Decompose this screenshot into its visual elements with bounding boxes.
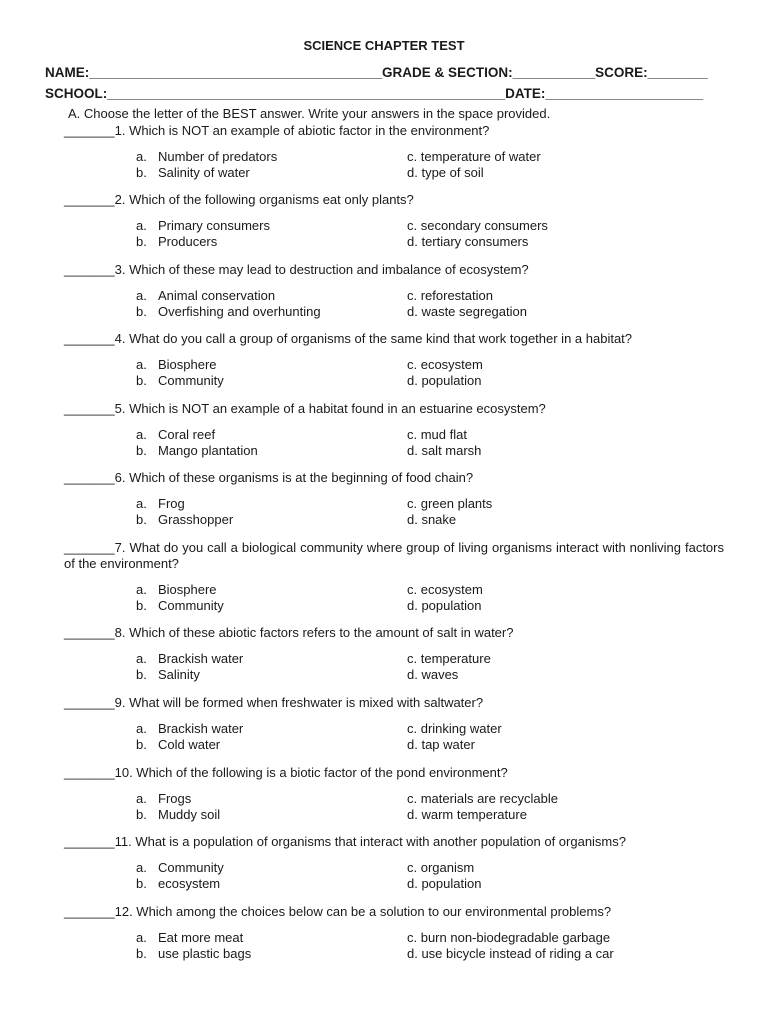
question-10 — [64, 765, 724, 823]
option-b: b. Grasshopper — [136, 512, 234, 527]
option-b: b. Muddy soil — [136, 807, 221, 822]
question-3 — [64, 262, 724, 320]
question-text: _______7. What do you call a biological community where group of living organisms interact with nonliving factors of the environment? — [64, 540, 724, 571]
test-title: SCIENCE CHAPTER TEST — [303, 38, 465, 53]
option-b: b. Overfishing and overhunting — [136, 304, 321, 319]
question-7 — [64, 540, 724, 614]
option-a: a. Community — [136, 860, 224, 875]
option-b: b. Community — [136, 373, 224, 388]
option-a: a. Brackish water — [136, 721, 244, 736]
option-c: c. burn non-biodegradable garbage — [407, 930, 611, 945]
option-c: c. green plants — [407, 496, 493, 511]
option-b: b. Salinity — [136, 667, 200, 682]
option-d: d. population — [407, 876, 482, 891]
question-2 — [64, 192, 724, 250]
options — [64, 218, 724, 250]
option-a: a. Number of predators — [136, 149, 278, 164]
option-c: c. temperature — [407, 651, 491, 666]
option-c: c. organism — [407, 860, 475, 875]
option-b: b. Producers — [136, 234, 218, 249]
question-4 — [64, 331, 724, 389]
options — [64, 582, 724, 614]
option-d: d. waves — [407, 667, 459, 682]
option-a: a. Primary consumers — [136, 218, 270, 233]
option-a: a. Biosphere — [136, 582, 217, 597]
option-c: c. mud flat — [407, 427, 467, 442]
option-c: c. secondary consumers — [407, 218, 548, 233]
question-text: _______1. Which is NOT an example of abiotic factor in the environment? — [64, 123, 490, 138]
option-c: c. drinking water — [407, 721, 502, 736]
option-d: d. warm temperature — [407, 807, 527, 822]
option-b: b. Mango plantation — [136, 443, 258, 458]
question-9 — [64, 695, 724, 753]
option-b: b. Community — [136, 598, 224, 613]
options — [64, 651, 724, 683]
option-b: b. Salinity of water — [136, 165, 250, 180]
question-11 — [64, 834, 724, 892]
question-text: _______8. Which of these abiotic factors refers to the amount of salt in water? — [64, 625, 514, 640]
option-a: a. Animal conservation — [136, 288, 276, 303]
option-b: b. ecosystem — [136, 876, 221, 891]
question-12 — [64, 904, 724, 962]
question-6 — [64, 470, 724, 528]
option-a: a. Coral reef — [136, 427, 216, 442]
question-text: _______10. Which of the following is a biotic factor of the pond environment? — [64, 765, 508, 780]
option-a: a. Frogs — [136, 791, 192, 806]
option-d: d. tap water — [407, 737, 475, 752]
option-c: c. ecosystem — [407, 357, 483, 372]
option-a: a. Biosphere — [136, 357, 217, 372]
option-c: c. ecosystem — [407, 582, 483, 597]
name-grade-score-line: NAME:_______________________________________GRADE & SECTION:___________SCORE:________ — [45, 65, 708, 80]
options — [64, 860, 724, 892]
option-d: d. snake — [407, 512, 457, 527]
question-8 — [64, 625, 724, 683]
options — [64, 496, 724, 528]
option-d: d. use bicycle instead of riding a car — [407, 946, 614, 961]
question-5 — [64, 401, 724, 459]
option-d: d. population — [407, 598, 482, 613]
option-a: a. Eat more meat — [136, 930, 244, 945]
option-a: a. Brackish water — [136, 651, 244, 666]
option-d: d. type of soil — [407, 165, 484, 180]
question-text: _______9. What will be formed when freshwater is mixed with saltwater? — [64, 695, 484, 710]
option-d: d. tertiary consumers — [407, 234, 529, 249]
option-c: c. temperature of water — [407, 149, 541, 164]
question-text: _______11. What is a population of organisms that interact with another population of organisms? — [64, 834, 626, 849]
question-1 — [64, 123, 724, 181]
option-d: d. waste segregation — [407, 304, 527, 319]
question-text: _______12. Which among the choices below can be a solution to our environmental problems? — [64, 904, 612, 919]
options — [64, 427, 724, 459]
options — [64, 149, 724, 181]
options — [64, 721, 724, 753]
option-c: c. reforestation — [407, 288, 493, 303]
question-text: _______6. Which of these organisms is at the beginning of food chain? — [64, 470, 474, 485]
option-c: c. materials are recyclable — [407, 791, 558, 806]
options — [64, 288, 724, 320]
options — [64, 791, 724, 823]
option-d: d. population — [407, 373, 482, 388]
option-a: a. Frog — [136, 496, 185, 511]
school-date-line: SCHOOL:_____________________________________________________DATE:_____________________ — [45, 86, 704, 101]
options — [64, 930, 724, 962]
question-text: _______5. Which is NOT an example of a habitat found in an estuarine ecosystem? — [64, 401, 546, 416]
options — [64, 357, 724, 389]
option-d: d. salt marsh — [407, 443, 482, 458]
question-text: _______4. What do you call a group of organisms of the same kind that work together in a habitat? — [64, 331, 633, 346]
option-b: b. Cold water — [136, 737, 221, 752]
question-text: _______2. Which of the following organisms eat only plants? — [64, 192, 414, 207]
instructions: A. Choose the letter of the BEST answer. Write your answers in the space provided. — [68, 106, 551, 121]
question-text: _______3. Which of these may lead to destruction and imbalance of ecosystem? — [64, 262, 529, 277]
option-b: b. use plastic bags — [136, 946, 252, 961]
